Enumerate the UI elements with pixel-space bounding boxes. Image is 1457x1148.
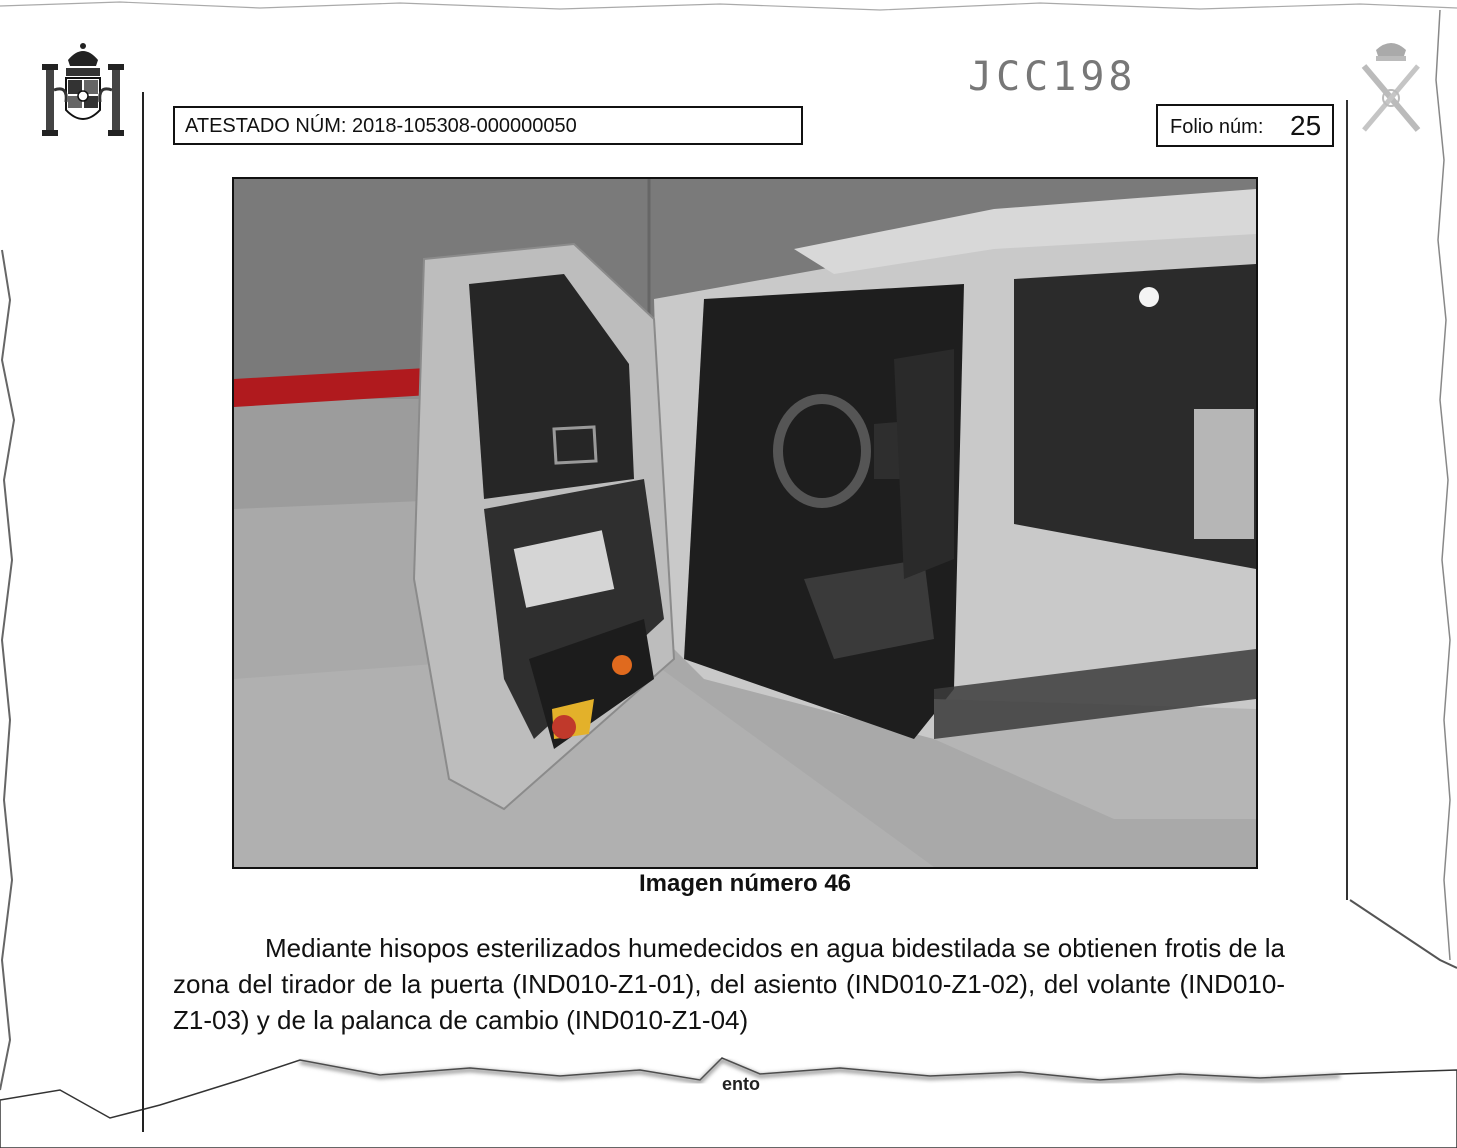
evidence-photo — [232, 177, 1258, 869]
left-margin-rule — [142, 92, 144, 1132]
guardia-civil-emblem — [1356, 36, 1426, 136]
spain-coat-of-arms-logo — [38, 40, 128, 140]
cut-off-text: ento — [722, 1074, 760, 1094]
folio-value: 25 — [1290, 110, 1322, 141]
stamped-page-number: JCC198 — [968, 54, 1137, 100]
image-caption: Imagen número 46 — [638, 870, 852, 897]
vehicle-open-door-image — [234, 179, 1256, 867]
folio-label: Folio núm: — [1170, 116, 1264, 138]
folio-box — [1156, 104, 1334, 147]
right-margin-rule — [1346, 100, 1348, 900]
atestado-number: ATESTADO NÚM: 2018-105308-000000050 — [173, 106, 803, 145]
body-paragraph — [173, 930, 1285, 1038]
paragraph-text: Mediante hisopos esterilizados humedecidos en agua bidestilada se obtienen frotis de la zona del tirador de la puerta (IND010-Z1-01), del asiento (IND010-Z1-02), del volante (IND010-Z1-03) y de la palanca de cambio (IND010-Z1-04) — [173, 933, 1285, 1035]
